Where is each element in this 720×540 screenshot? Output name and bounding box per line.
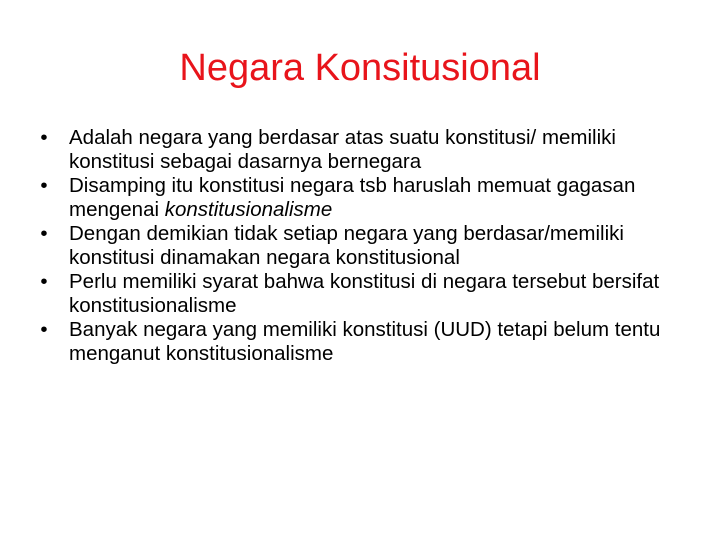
bullet-dot-icon: •: [40, 174, 48, 197]
bullet-text: Banyak negara yang memiliki konstitusi (UUD) tetapi belum tentu menganut konstitusionalisme: [69, 318, 661, 365]
bullet-item: [36, 126, 676, 174]
bullet-dot-icon: •: [40, 270, 48, 293]
bullet-item: [36, 222, 676, 270]
bullet-dot-icon: •: [40, 318, 48, 341]
bullet-dot-icon: •: [40, 126, 48, 149]
slide-title: Negara Konsitusional: [179, 47, 541, 89]
bullet-text: Adalah negara yang berdasar atas suatu konstitusi/ memiliki konstitusi sebagai dasarnya bernegara: [69, 126, 616, 173]
bullet-emphasis: konstitusionalisme: [164, 198, 333, 221]
bullet-dot-icon: •: [40, 222, 48, 245]
bullet-text: Dengan demikian tidak setiap negara yang berdasar/memiliki konstitusi dinamakan negara konstitusional: [69, 222, 624, 269]
bullet-item: [36, 318, 676, 366]
bullet-list: [36, 126, 676, 366]
bullet-item: [36, 270, 676, 318]
bullet-text: Perlu memiliki syarat bahwa konstitusi di negara tersebut bersifat konstitusionalisme: [69, 270, 660, 317]
bullet-text: Disamping itu konstitusi negara tsb haruslah memuat gagasan mengenai: [69, 174, 636, 221]
bullet-item: [36, 174, 676, 222]
